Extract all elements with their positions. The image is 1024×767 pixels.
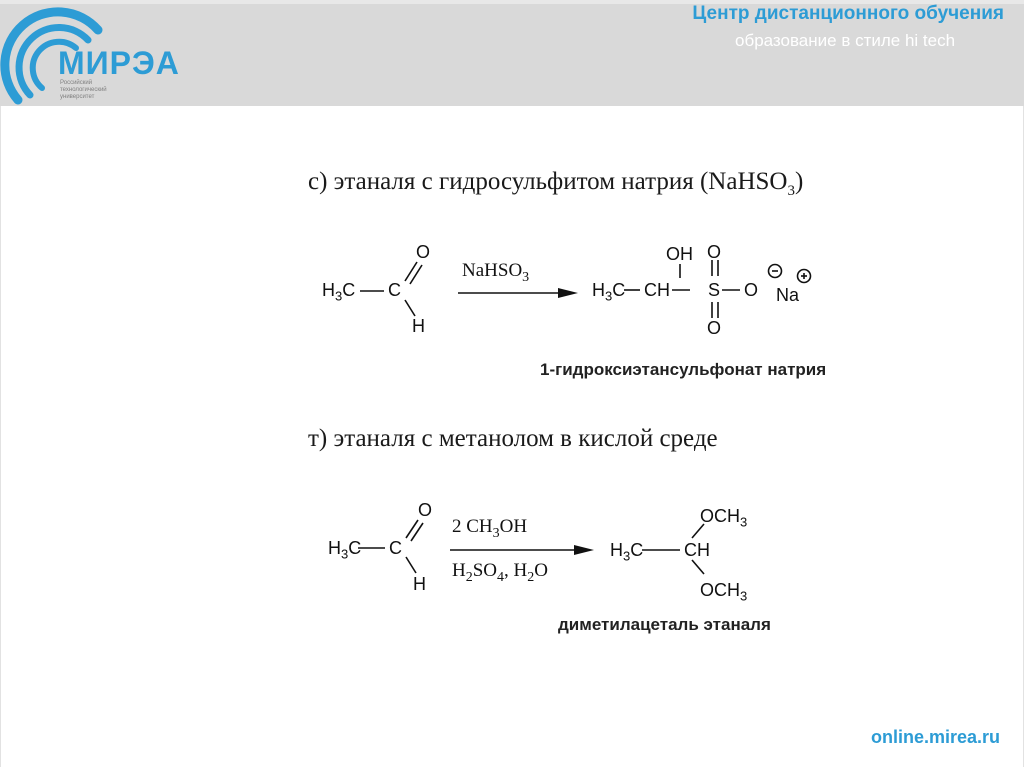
t-reactant-carbon: C xyxy=(389,538,402,558)
c-product-ch: CH xyxy=(644,280,670,300)
logo-subtext: Российский технологический университет xyxy=(60,80,107,100)
t-product-och3-top: $OCH_3$ xyxy=(700,506,748,530)
t-reactant-oxygen: O xyxy=(418,500,433,520)
c-product-oxygen-top: O xyxy=(707,242,722,262)
t-product-h3c: $H_3C$ xyxy=(610,540,644,564)
t-product-caption: диметилацеталь этаналя xyxy=(558,615,771,634)
c-reactant-carbon: C xyxy=(388,280,401,300)
mirea-logo xyxy=(0,0,180,108)
c-reagent: NaHSO$_3$ xyxy=(462,260,530,285)
c-product-caption: 1-гидроксиэтансульфонат натрия xyxy=(540,360,827,379)
section-t-heading: т) этаналя с метанолом в кислой среде xyxy=(308,425,718,452)
c-reactant-oxygen: O xyxy=(416,242,431,262)
t-product-ch: CH xyxy=(684,540,710,560)
section-c-heading: с) этаналя с гидросульфитом натрия (NaHSO$_3$) xyxy=(308,168,804,199)
header-title: Центр дистанционного обучения xyxy=(692,3,1004,24)
t-reagent-acid-water: $H_2SO_4$, $H_2O$ xyxy=(452,560,548,585)
c-product-sodium: Na xyxy=(776,285,800,305)
slide-content xyxy=(300,150,920,650)
header-bar xyxy=(0,0,1024,110)
t-reactant-h3c: $H_3C$ xyxy=(328,538,362,562)
c-product-sulfur: S xyxy=(708,280,721,300)
c-product-oxygen-anion: O xyxy=(744,280,759,300)
c-reactant-hydrogen: H xyxy=(412,316,425,336)
c-reactant-h3c: $H_3C$ xyxy=(322,280,356,304)
footer-url[interactable]: online.mirea.ru xyxy=(870,727,1000,747)
c-product-oxygen-bottom: O xyxy=(707,318,722,338)
t-reagent-methanol: 2 $CH_3OH$ xyxy=(452,516,528,541)
header-subtitle: образование в стиле hi tech xyxy=(735,31,956,50)
c-product-h3c: $H_3C$ xyxy=(592,280,626,304)
logo-wordmark: МИРЭА xyxy=(58,45,180,81)
t-product-och3-bottom: $OCH_3$ xyxy=(700,580,748,604)
t-reactant-hydrogen: H xyxy=(413,574,426,594)
c-product-oh: OH xyxy=(666,244,693,264)
